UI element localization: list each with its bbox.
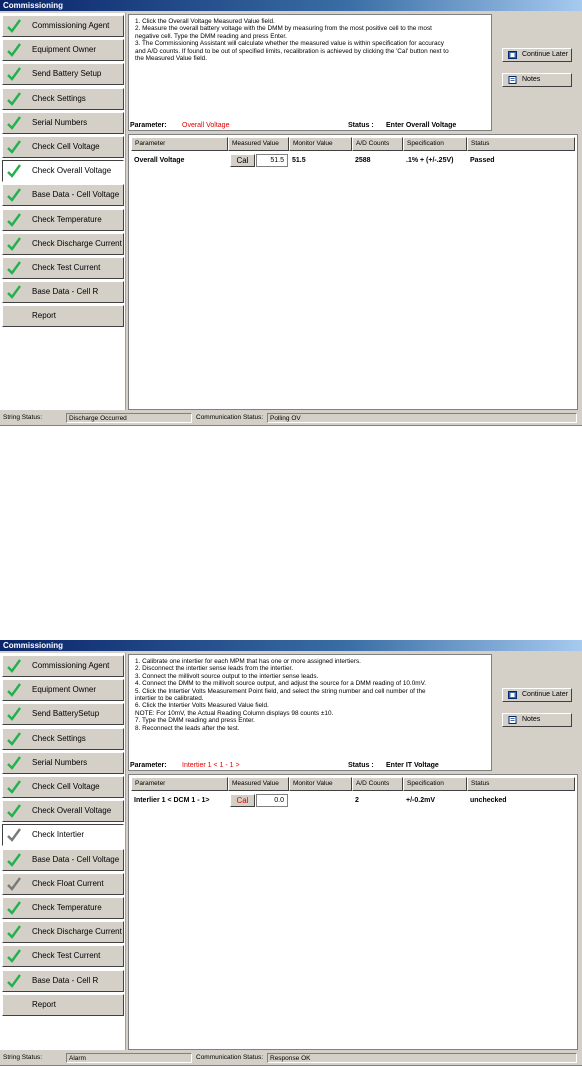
nav-step-check-discharge-current[interactable]: [2, 921, 124, 943]
nav-step-check-temperature[interactable]: [2, 897, 124, 919]
instruction-line: 5. Click the Intertier Volts Measurement Point field, and select the string number and cell number of the: [135, 687, 426, 695]
checkmark-icon: [7, 163, 21, 179]
checkmark-icon: [7, 18, 21, 34]
instructions-panel: [128, 14, 492, 131]
nav-step-send-battery-setup[interactable]: [2, 63, 124, 85]
instruction-line: 1. Calibrate one intertier for each MPM that has one or more assigned intertiers.: [135, 658, 361, 665]
continue-later-button[interactable]: Continue Later: [502, 48, 572, 62]
instruction-line: 2. Disconnect the intertier sense leads from the intertier.: [135, 665, 294, 673]
nav-step-label: Base Data - Cell R: [32, 287, 99, 297]
string-status-label: String Status:: [3, 1054, 43, 1061]
nav-step-label: Commissioning Agent: [32, 21, 110, 30]
nav-step-label: Equipment Owner: [32, 45, 97, 55]
checkmark-icon: [7, 731, 21, 747]
measured-value-field[interactable]: 51.5: [256, 154, 288, 167]
nav-step-label: Check Cell Voltage: [32, 782, 100, 791]
nav-step-label: Check Temperature: [32, 214, 102, 224]
checkmark-icon: [7, 658, 21, 674]
parameter-line: [130, 122, 490, 131]
row-ad-counts: 2588: [355, 157, 371, 164]
instructions-panel: [128, 654, 492, 771]
status-value: Enter IT Voltage: [386, 762, 439, 769]
nav-step-serial-numbers[interactable]: [2, 752, 124, 774]
window-title: Commissioning: [0, 640, 582, 651]
nav-step-label: Check Overall Voltage: [32, 806, 112, 816]
nav-step-check-settings[interactable]: [2, 88, 124, 110]
nav-step-label: Check Intertier: [32, 830, 85, 840]
checkmark-icon: [7, 900, 21, 916]
values-table: [128, 134, 578, 410]
notes-button[interactable]: Notes: [502, 73, 572, 87]
nav-step-label: Serial Numbers: [32, 757, 88, 767]
nav-step-check-float-current[interactable]: [2, 873, 124, 895]
status-bar: [0, 412, 582, 424]
nav-step-commissioning-agent[interactable]: [2, 15, 124, 37]
measured-value-field[interactable]: 0.0: [256, 794, 288, 807]
col-header-monitor: Monitor Value: [289, 137, 352, 151]
checkmark-icon: [7, 827, 21, 843]
checkmark-icon: [7, 236, 21, 252]
nav-step-check-temperature[interactable]: [2, 209, 124, 231]
notes-icon: [508, 76, 517, 84]
nav-step-label: Send Battery Setup: [32, 69, 102, 79]
checkmark-icon: [7, 779, 21, 795]
nav-step-send-batterysetup[interactable]: [2, 703, 124, 725]
nav-step-equipment-owner[interactable]: [2, 39, 124, 61]
col-header-status: Status: [467, 137, 575, 151]
checkmark-icon: [7, 876, 21, 892]
status-label: Status :: [348, 762, 374, 769]
checkmark-icon: [7, 803, 21, 819]
nav-step-equipment-owner[interactable]: [2, 679, 124, 701]
checkmark-icon: [7, 706, 21, 722]
nav-step-base-data-cell-r[interactable]: [2, 970, 124, 992]
nav-step-check-discharge-current[interactable]: [2, 233, 124, 255]
nav-step-label: Commissioning Agent: [32, 661, 110, 670]
nav-step-check-overall-voltage[interactable]: [2, 800, 124, 822]
instruction-line: 7. Type the DMM reading and press Enter.: [135, 717, 255, 725]
instruction-line: the Measured Value field.: [135, 55, 207, 63]
col-header-measured: Measured Value: [228, 777, 289, 791]
checkmark-icon: [7, 66, 21, 82]
nav-step-label: Check Settings: [32, 93, 86, 103]
parameter-label: Parameter:: [130, 762, 167, 769]
instruction-line: 6. Click the Intertier Volts Measured Value field.: [135, 702, 269, 710]
nav-step-label: Base Data - Cell R: [32, 975, 99, 985]
string-status-value: Alarm: [66, 1053, 192, 1063]
instruction-line: and A/D counts. If found to be out of specified limits, recalibration is achieved by clicking the 'Cal' button next to: [135, 47, 449, 55]
nav-step-label: Equipment Owner: [32, 685, 97, 695]
instruction-line: 4. Connect the DMM to the millivolt source output, and adjust the source for a DMM reading of 10.0mV.: [135, 680, 427, 688]
col-header-measured: Measured Value: [228, 137, 289, 151]
notes-icon: [508, 716, 517, 724]
nav-step-serial-numbers[interactable]: [2, 112, 124, 134]
cal-button[interactable]: Cal: [230, 154, 255, 167]
nav-step-label: Serial Numbers: [32, 117, 88, 127]
checkmark-icon: [7, 42, 21, 58]
step-sidebar: [0, 653, 126, 1050]
commissioning-window-2: [0, 640, 582, 1066]
instruction-line: NOTE: For 10mV, the Actual Reading Column displays 98 counts ±10.: [135, 709, 334, 717]
parameter-label: Parameter:: [130, 122, 167, 129]
checkmark-icon: [7, 187, 21, 203]
comm-status-value: Polling OV: [267, 413, 577, 423]
status-bar: [0, 1052, 582, 1064]
notes-button[interactable]: Notes: [502, 713, 572, 727]
col-header-ad-counts: A/D Counts: [352, 137, 403, 151]
string-status-label: String Status:: [3, 414, 43, 421]
checkmark-icon: [7, 91, 21, 107]
nav-step-check-settings[interactable]: [2, 728, 124, 750]
instruction-line: intertier to be calibrated.: [135, 695, 204, 703]
nav-step-label: Report: [32, 999, 57, 1009]
col-header-monitor: Monitor Value: [289, 777, 352, 791]
col-header-ad-counts: A/D Counts: [352, 777, 403, 791]
parameter-value: Overall Voltage: [182, 122, 230, 129]
nav-step-check-cell-voltage[interactable]: [2, 776, 124, 798]
nav-step-check-test-current[interactable]: [2, 945, 124, 967]
commissioning-window-1: [0, 0, 582, 426]
instruction-line: 8. Reconnect the leads after the test.: [135, 724, 240, 732]
nav-step-label: Check Temperature: [32, 903, 102, 912]
checkmark-icon: [7, 284, 21, 300]
nav-step-label: Report: [32, 311, 57, 321]
checkmark-icon: [7, 115, 21, 131]
cal-button[interactable]: Cal: [230, 794, 255, 807]
checkmark-icon: [7, 755, 21, 771]
checkmark-icon: [7, 212, 21, 228]
checkmark-icon: [7, 852, 21, 868]
nav-step-report[interactable]: [2, 994, 124, 1016]
continue-later-button[interactable]: Continue Later: [502, 688, 572, 702]
status-value: Enter Overall Voltage: [386, 122, 457, 129]
instruction-line: 2. Measure the overall battery voltage with the DMM by measuring from the most positive cell to the most: [135, 25, 432, 33]
nav-step-label: Check Overall Voltage: [32, 166, 112, 176]
nav-step-report[interactable]: [2, 305, 124, 327]
col-header-specification: Specification: [403, 137, 467, 151]
instruction-line: negative cell. Type the DMM reading and press Enter.: [135, 32, 287, 40]
nav-step-label: Check Settings: [32, 733, 86, 743]
nav-step-base-data-cell-voltage[interactable]: [2, 849, 124, 871]
window-title: Commissioning: [0, 0, 582, 11]
checkmark-icon: [7, 948, 21, 964]
nav-step-label: Base Data - Cell Voltage: [32, 190, 120, 200]
nav-step-check-intertier[interactable]: [2, 824, 124, 846]
parameter-line: [130, 762, 490, 771]
col-header-parameter: Parameter: [131, 777, 228, 791]
nav-step-label: Check Float Current: [32, 878, 104, 888]
row-monitor-value: 51.5: [292, 157, 306, 164]
status-label: Status :: [348, 122, 374, 129]
checkmark-icon: [7, 682, 21, 698]
nav-step-label: Check Test Current: [32, 951, 101, 961]
nav-step-base-data-cell-voltage[interactable]: [2, 184, 124, 206]
nav-step-label: Check Discharge Current: [32, 927, 122, 937]
row-ad-counts: 2: [355, 797, 359, 804]
checkmark-icon: [7, 924, 21, 940]
nav-step-commissioning-agent[interactable]: [2, 655, 124, 677]
nav-step-check-overall-voltage[interactable]: [2, 160, 124, 182]
row-monitor-value: [289, 794, 292, 807]
comm-status-label: Communication Status:: [196, 414, 264, 421]
step-sidebar: [0, 13, 126, 410]
row-status: Passed: [470, 157, 495, 164]
row-specification: +/-0.2mV: [406, 797, 435, 804]
continue-later-icon: [508, 51, 517, 59]
checkmark-icon: [7, 973, 21, 989]
comm-status-label: Communication Status:: [196, 1054, 264, 1061]
checkmark-icon: [7, 260, 21, 276]
col-header-specification: Specification: [403, 777, 467, 791]
instruction-line: 3. Connect the millivolt source output to the intertier sense leads.: [135, 672, 319, 680]
col-header-status: Status: [467, 777, 575, 791]
nav-step-label: Base Data - Cell Voltage: [32, 854, 120, 864]
instruction-line: 3. The Commissioning Assistant will calculate whether the measured value is within specification for accuracy: [135, 40, 444, 48]
nav-step-check-test-current[interactable]: [2, 257, 124, 279]
nav-step-label: Check Discharge Current: [32, 238, 122, 248]
row-parameter: Interlier 1 < DCM 1 - 1>: [134, 797, 210, 804]
col-header-parameter: Parameter: [131, 137, 228, 151]
nav-step-base-data-cell-r[interactable]: [2, 281, 124, 303]
nav-step-label: Check Test Current: [32, 263, 101, 272]
checkmark-icon: [7, 139, 21, 155]
continue-later-icon: [508, 691, 517, 699]
comm-status-value: Response OK: [267, 1053, 577, 1063]
nav-step-label: Send BatterySetup: [32, 709, 100, 719]
instruction-line: 1. Click the Overall Voltage Measured Value field.: [135, 18, 275, 25]
row-specification: .1% + (+/-.25V): [406, 157, 454, 164]
string-status-value: Discharge Occurred: [66, 413, 192, 423]
row-status: unchecked: [470, 797, 507, 804]
values-table: [128, 774, 578, 1050]
nav-step-check-cell-voltage[interactable]: [2, 136, 124, 158]
nav-step-label: Check Cell Voltage: [32, 142, 100, 151]
parameter-value: Intertier 1 < 1 - 1 >: [182, 762, 240, 769]
row-parameter: Overall Voltage: [134, 157, 185, 164]
